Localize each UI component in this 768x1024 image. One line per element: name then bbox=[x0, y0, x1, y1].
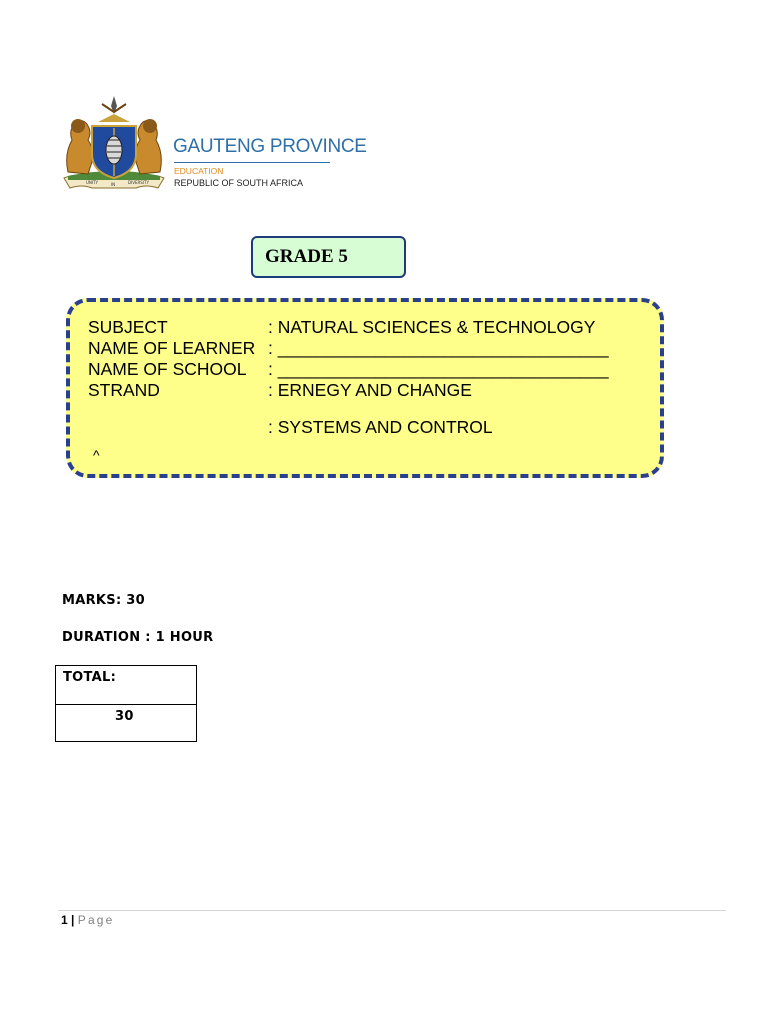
coat-of-arms-icon bbox=[58, 92, 170, 196]
total-table-divider bbox=[56, 704, 196, 705]
svg-text:DIVERSITY: DIVERSITY bbox=[128, 180, 149, 185]
grade-label: GRADE 5 bbox=[265, 246, 348, 267]
learner-name-field[interactable]: : __________________________________ bbox=[268, 338, 609, 358]
caret-mark: ^ bbox=[93, 447, 100, 463]
total-label: TOTAL: bbox=[63, 670, 117, 685]
country-name: REPUBLIC OF SOUTH AFRICA bbox=[174, 178, 304, 188]
page-number: 1 bbox=[61, 913, 68, 927]
page-word: Page bbox=[77, 913, 115, 927]
strand-value-energy: : ERNEGY AND CHANGE bbox=[268, 380, 472, 400]
duration-text: DURATION : 1 HOUR bbox=[62, 630, 214, 645]
total-value: 30 bbox=[115, 709, 134, 724]
total-table bbox=[55, 665, 197, 742]
page-footer bbox=[61, 913, 115, 927]
subject-value: : NATURAL SCIENCES & TECHNOLOGY bbox=[268, 317, 596, 337]
organisation-name: GAUTENG PROVINCE bbox=[173, 136, 367, 157]
department-name: EDUCATION bbox=[174, 166, 224, 176]
svg-text:IN: IN bbox=[111, 182, 116, 187]
svg-text:UNITY: UNITY bbox=[86, 180, 98, 185]
school-name-field[interactable]: : __________________________________ bbox=[268, 359, 609, 379]
learner-name-label: NAME OF LEARNER bbox=[88, 338, 256, 358]
footer-divider bbox=[58, 910, 726, 911]
school-name-label: NAME OF SCHOOL bbox=[88, 359, 247, 379]
page-separator: | bbox=[71, 913, 75, 927]
strand-value-systems: : SYSTEMS AND CONTROL bbox=[268, 417, 493, 437]
strand-label: STRAND bbox=[88, 380, 160, 400]
subject-label: SUBJECT bbox=[88, 317, 168, 337]
marks-text: MARKS: 30 bbox=[62, 593, 145, 608]
gauteng-education-logo bbox=[58, 92, 367, 196]
logo-divider bbox=[174, 162, 330, 163]
grade-box bbox=[251, 236, 406, 278]
